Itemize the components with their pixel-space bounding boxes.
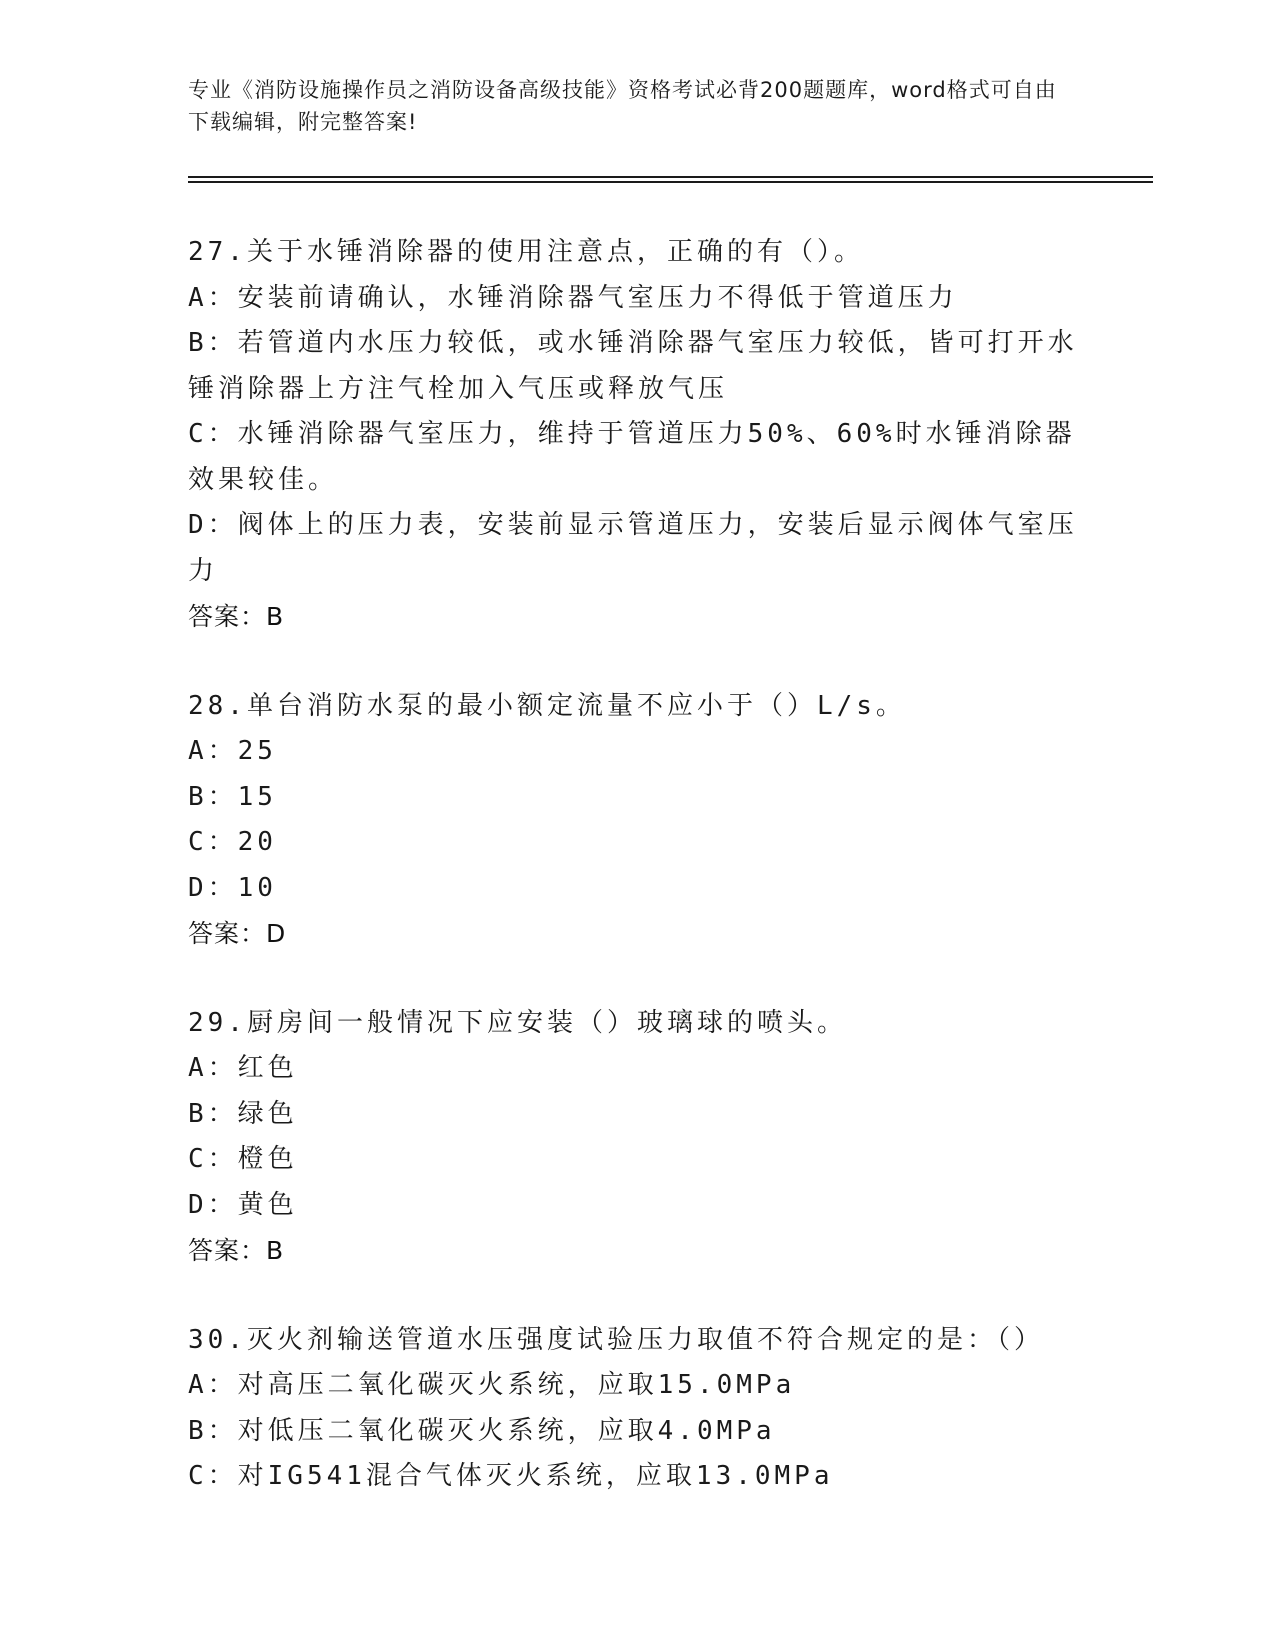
option-c: C：对IG541混合气体灭火系统，应取13.0MPa xyxy=(188,1461,834,1491)
option-b: B：15 xyxy=(188,781,277,812)
question-stem: 27.关于水锤消除器的使用注意点，正确的有（）。 xyxy=(188,237,864,267)
option-b: B：绿色 xyxy=(188,1098,298,1129)
option-a: A：红色 xyxy=(188,1053,298,1083)
question-28 xyxy=(188,684,1088,957)
option-d: D：10 xyxy=(188,872,277,903)
option-c: C：水锤消除器气室压力，维持于管道压力50%、60%时水锤消除器效果较佳。 xyxy=(188,419,1076,495)
question-stem: 30.灭火剂输送管道水压强度试验压力取值不符合规定的是：（） xyxy=(188,1324,1044,1355)
question-stem: 29.厨房间一般情况下应安装（）玻璃球的喷头。 xyxy=(188,1007,847,1038)
question-29 xyxy=(188,1001,1088,1274)
question-list xyxy=(188,230,1088,1544)
question-stem: 28.单台消防水泵的最小额定流量不应小于（）L/s。 xyxy=(188,690,906,721)
question-27 xyxy=(188,230,1088,640)
header-divider-bottom xyxy=(188,181,1153,183)
option-a: A：对高压二氧化碳灭火系统，应取15.0MPa xyxy=(188,1370,796,1400)
header-divider-top xyxy=(188,176,1153,178)
option-d: D：阀体上的压力表，安装前显示管道压力，安装后显示阀体气室压力 xyxy=(188,510,1078,586)
option-b: B：若管道内水压力较低，或水锤消除器气室压力较低，皆可打开水锤消除器上方注气栓加入气压或释放气压 xyxy=(188,328,1078,404)
option-a: A：25 xyxy=(188,736,277,766)
option-b: B：对低压二氧化碳灭火系统，应取4.0MPa xyxy=(188,1415,776,1446)
option-c: C：橙色 xyxy=(188,1144,298,1174)
option-d: D：黄色 xyxy=(188,1189,298,1220)
answer: 答案：D xyxy=(188,919,287,948)
answer: 答案：B xyxy=(188,1236,285,1265)
question-30 xyxy=(188,1318,1088,1500)
answer: 答案：B xyxy=(188,602,285,631)
option-c: C：20 xyxy=(188,827,277,857)
option-a: A：安装前请确认，水锤消除器气室压力不得低于管道压力 xyxy=(188,282,958,313)
document-header: 专业《消防设施操作员之消防设备高级技能》资格考试必背200题题库，word格式可自由下载编辑，附完整答案! xyxy=(188,78,1057,134)
